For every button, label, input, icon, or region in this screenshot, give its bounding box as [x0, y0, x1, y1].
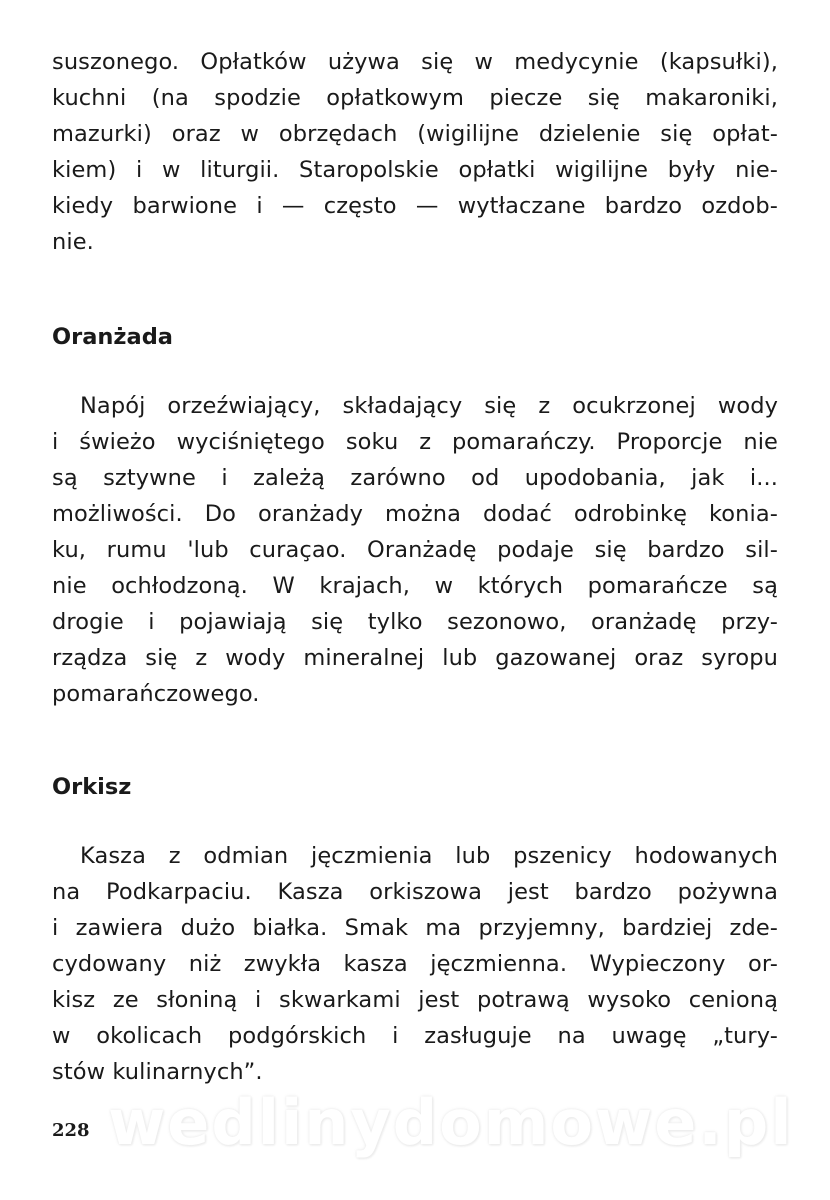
page-number: 228	[52, 1120, 90, 1141]
text-line: i zawiera dużo białka. Smak ma przyjemny, bardziej zde-	[52, 915, 778, 941]
text-line: nie.	[52, 229, 94, 255]
text-line: mazurki) oraz w obrzędach (wigilijne dzielenie się opłat-	[52, 121, 778, 147]
text-line: cydowany niż zwykła kasza jęczmienna. Wypieczony or-	[52, 951, 778, 977]
text-line: kiem) i w liturgii. Staropolskie opłatki wigilijne były nie-	[52, 157, 778, 183]
text-line: kiedy barwione i — często — wytłaczane bardzo ozdob-	[52, 193, 778, 219]
watermark: wedlinydomowe.pl	[108, 1086, 794, 1159]
text-line: rządza się z wody mineralnej lub gazowanej oraz syropu	[52, 645, 778, 671]
text-line: Napój orzeźwiający, składający się z ocukrzonej wody	[80, 393, 778, 419]
text-line: stów kulinarnych”.	[52, 1059, 263, 1085]
text-line: w okolicach podgórskich i zasługuje na uwagę „tury-	[52, 1023, 778, 1049]
text-line: na Podkarpaciu. Kasza orkiszowa jest bardzo pożywna	[52, 879, 778, 905]
text-line: nie ochłodzoną. W krajach, w których pomarańcze są	[52, 573, 778, 599]
text-line: kisz ze słoniną i skwarkami jest potrawą wysoko cenioną	[52, 987, 778, 1013]
text-line: są sztywne i zależą zarówno od upodobania, jak i...	[52, 465, 778, 491]
text-line: i świeżo wyciśniętego soku z pomarańczy. Proporcje nie	[52, 429, 778, 455]
entry-heading-orkisz: Orkisz	[52, 774, 132, 800]
text-line: drogie i pojawiają się tylko sezonowo, oranżadę przy-	[52, 609, 778, 635]
text-line: możliwości. Do oranżady można dodać odrobinkę konia-	[52, 501, 778, 527]
text-line: ku, rumu 'lub curaçao. Oranżadę podaje się bardzo sil-	[52, 537, 778, 563]
text-line: suszonego. Opłatków używa się w medycynie (kapsułki),	[52, 49, 778, 75]
text-line: pomarańczowego.	[52, 681, 260, 707]
entry-heading-oranzada: Oranżada	[52, 324, 173, 350]
text-line: Kasza z odmian jęczmienia lub pszenicy hodowanych	[80, 843, 778, 869]
text-line: kuchni (na spodzie opłatkowym piecze się makaroniki,	[52, 85, 778, 111]
